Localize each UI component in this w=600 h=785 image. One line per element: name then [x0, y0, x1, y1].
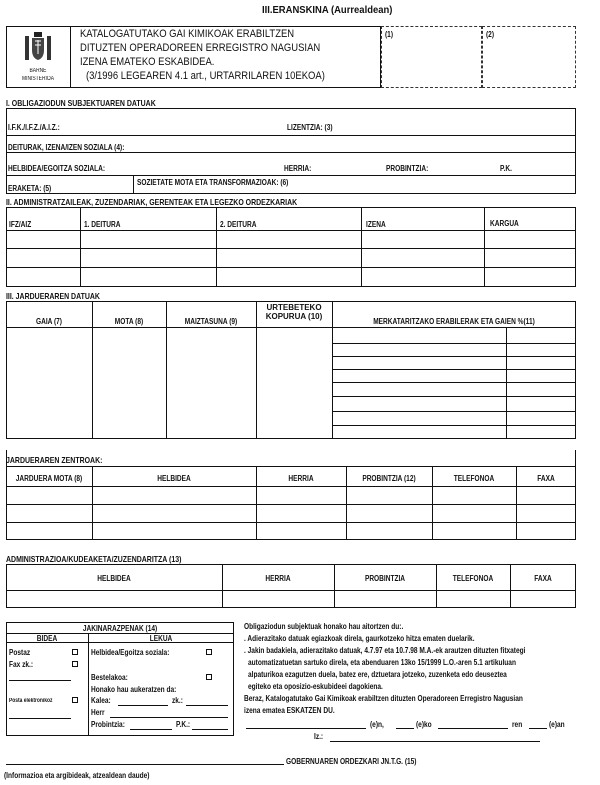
centres-header-probintzia: PROBINTZIA (12) — [362, 474, 416, 483]
form-title-line2: DITUZTEN OPERADOREEN ERREGISTRO NAGUSIAN — [80, 42, 321, 54]
date-ko: (e)ko — [416, 720, 432, 729]
iz-label: Iz.: — [314, 732, 324, 741]
posta-elek-label: Posta elektronikoz — [9, 698, 53, 704]
date-an: (e)an — [549, 720, 565, 729]
registry-box-2-label: (2) — [486, 30, 495, 39]
notif-pk-label: P.K.: — [176, 720, 191, 729]
s3-header-maiztasuna: MAIZTASUNA (9) — [184, 317, 238, 326]
registry-box-1[interactable] — [381, 26, 482, 88]
s2-header-izena: IZENA — [366, 220, 386, 229]
postaz-label: Postaz — [9, 648, 31, 657]
admin-header-herria: HERRIA — [265, 574, 291, 583]
s2-header-deitura1: 1. DEITURA — [84, 220, 121, 229]
zk-label: zk.: — [172, 696, 183, 705]
ministry-line2: MINISTERIOA — [21, 76, 54, 82]
centres-header-mota: JARDUERA MOTA (8) — [15, 474, 83, 483]
declaration-request-l2: izena ematea ESKATZEN DU. — [244, 706, 335, 715]
admin-table — [6, 564, 576, 608]
date-n: (e)n, — [370, 720, 384, 729]
admin-header-probintzia: PROBINTZIA — [364, 574, 406, 583]
declaration-bullet2-l3: alpaturikoa ezagutzen duela, batez ere, dztuetara jotzeko, zuzenketa edo deuseztea — [248, 670, 507, 679]
notif-pk-line[interactable] — [192, 729, 228, 730]
posta-elek-checkbox[interactable] — [72, 697, 78, 703]
sozietate-label: SOZIETATE MOTA ETA TRANSFORMAZIOAK: (6) — [137, 178, 289, 187]
helbidea-label: HELBIDEA/EGOITZA SOZIALA: — [8, 164, 106, 173]
declaration-bullet2-l2: automatizatuetan sartuko direla, eta abenduaren 13ko 15/1999 L.O.-aren 5.1 artikuluan — [248, 658, 516, 667]
section2-title: II. ADMINISTRATZAILEAK, ZUZENDARIAK, GERENTEAK ETA LEGEZKO ORDEZKARIAK — [6, 197, 298, 207]
admin-header-faxa: FAXA — [534, 574, 552, 583]
form-title-line4: (3/1996 LEGEAREN 4.1 art., URTARRILAREN 10EKOA) — [86, 70, 325, 82]
date-day-line[interactable] — [396, 728, 414, 729]
signature-line[interactable] — [330, 741, 540, 742]
declaration-intro: Obligaziodun subjektuak honako hau aitortzen du:. — [244, 622, 404, 631]
probintzia-label: PROBINTZIA: — [386, 164, 429, 173]
bestelakoa-checkbox[interactable] — [206, 674, 212, 680]
s3-header-kopurua — [256, 303, 332, 321]
s3-header-gaia: GAIA (7) — [35, 317, 62, 326]
deiturak-label: DEITURAK, IZENA/IZEN SOZIALA (4): — [8, 143, 125, 152]
pk-label: P.K. — [500, 164, 512, 173]
notifications-title: JAKINARAZPENAK (14) — [82, 624, 158, 633]
centres-header-faxa: FAXA — [537, 474, 555, 483]
registry-box-1-label: (1) — [385, 30, 394, 39]
annex-title: III.ERANSKINA (Aurrealdean) — [262, 4, 393, 16]
posta-elek-line[interactable] — [9, 718, 71, 719]
honako-label: Honako hau aukeratzen da: — [91, 685, 177, 694]
helbidea-egoitza-label: Helbidea/Egoitza soziala: — [91, 648, 170, 657]
declaration-request-l1: Beraz, Katalogatutako Gai Kimikoak erabiltzen dituzten Operadoreen Erregistro Nagusian — [244, 694, 523, 703]
bestelakoa-label: Bestelakoa: — [91, 673, 128, 682]
date-place-line[interactable] — [246, 728, 366, 729]
coat-of-arms-icon — [22, 30, 54, 64]
centres-header-helbidea: HELBIDEA — [157, 474, 191, 483]
s2-header-deitura2: 2. DEITURA — [220, 220, 257, 229]
s3-header-merkataritza: MERKATARITZAKO ERABILERAK ETA GAIEN %(11) — [373, 317, 535, 326]
admin-title: ADMINISTRAZIOA/KUDEAKETA/ZUZENDARITZA (13) — [6, 554, 182, 564]
section1-title: I. OBLIGAZIODUN SUBJEKTUAREN DATUAK — [6, 98, 156, 108]
helbidea-egoitza-checkbox[interactable] — [206, 649, 212, 655]
gov-label: GOBERNUAREN ORDEZKARI JN.T.G. (15) — [286, 757, 417, 766]
notifications-col-lekua: LEKUA — [149, 634, 173, 643]
fax-checkbox[interactable] — [72, 661, 78, 667]
fax-number-line[interactable] — [9, 680, 71, 681]
eraketa-label: ERAKETA: (5) — [8, 184, 52, 193]
header-divider — [70, 26, 71, 88]
notifications-col-bidea: BIDEA — [36, 634, 58, 643]
centres-header-telefonoa: TELEFONOA — [453, 474, 495, 483]
declaration-bullet2-l1: . Jakin badakiela, adierazitako datuak, 4.7.97 eta 10.7.98 M.A.-ek arautzen dituzten fitxategi — [244, 646, 526, 655]
declaration-bullet1: . Adierazitako datuak egiazkoak direla, gaurkotzeko hitza ematen duelarik. — [244, 634, 475, 643]
gov-signature-line[interactable] — [6, 764, 284, 765]
s2-header-kargua: KARGUA — [490, 219, 519, 228]
section3-title: III. JARDUERAREN DATUAK — [6, 291, 100, 301]
herr-line[interactable] — [110, 717, 228, 718]
date-month-line[interactable] — [438, 728, 508, 729]
form-title-line3: IZENA EMATEKO ESKABIDEA. — [80, 56, 215, 68]
herr-label: Herr — [91, 708, 105, 717]
ministry-line1: BARNE — [29, 68, 47, 74]
date-ren: ren — [512, 720, 523, 729]
lizentzia-label: LIZENTZIA: (3) — [287, 123, 333, 132]
fax-label: Fax zk.: — [9, 660, 34, 669]
declaration-bullet2-l4: egiteko eta oposizio-eskubideei dagokiena. — [248, 682, 383, 691]
postaz-checkbox[interactable] — [72, 649, 78, 655]
s2-header-ifz: IFZ/AIZ — [9, 220, 32, 229]
kalea-line[interactable] — [118, 705, 168, 706]
centres-header-herria: HERRIA — [288, 474, 314, 483]
zk-line[interactable] — [186, 705, 228, 706]
nif-label: I.F.K./I.F.Z./A.I.Z.: — [8, 123, 60, 132]
s3-header-kopurua-text: URTEBETEKO KOPURUA (10) — [265, 303, 323, 321]
date-year-line[interactable] — [529, 728, 547, 729]
herria-label: HERRIA: — [284, 164, 312, 173]
notif-probintzia-line[interactable] — [130, 729, 172, 730]
s3-header-mota: MOTA (8) — [114, 317, 144, 326]
admin-header-helbidea: HELBIDEA — [97, 574, 131, 583]
notif-probintzia-label: Probintzia: — [91, 720, 125, 729]
info-note: (Informazioa eta argibideak, atzealdean daude) — [4, 771, 150, 780]
kalea-label: Kalea: — [91, 696, 111, 705]
admin-header-telefonoa: TELEFONOA — [452, 574, 494, 583]
centres-title: JARDUERAREN ZENTROAK: — [6, 455, 103, 465]
registry-box-2[interactable] — [482, 26, 576, 88]
form-title-line1: KATALOGATUTAKO GAI KIMIKOAK ERABILTZEN — [80, 28, 295, 40]
